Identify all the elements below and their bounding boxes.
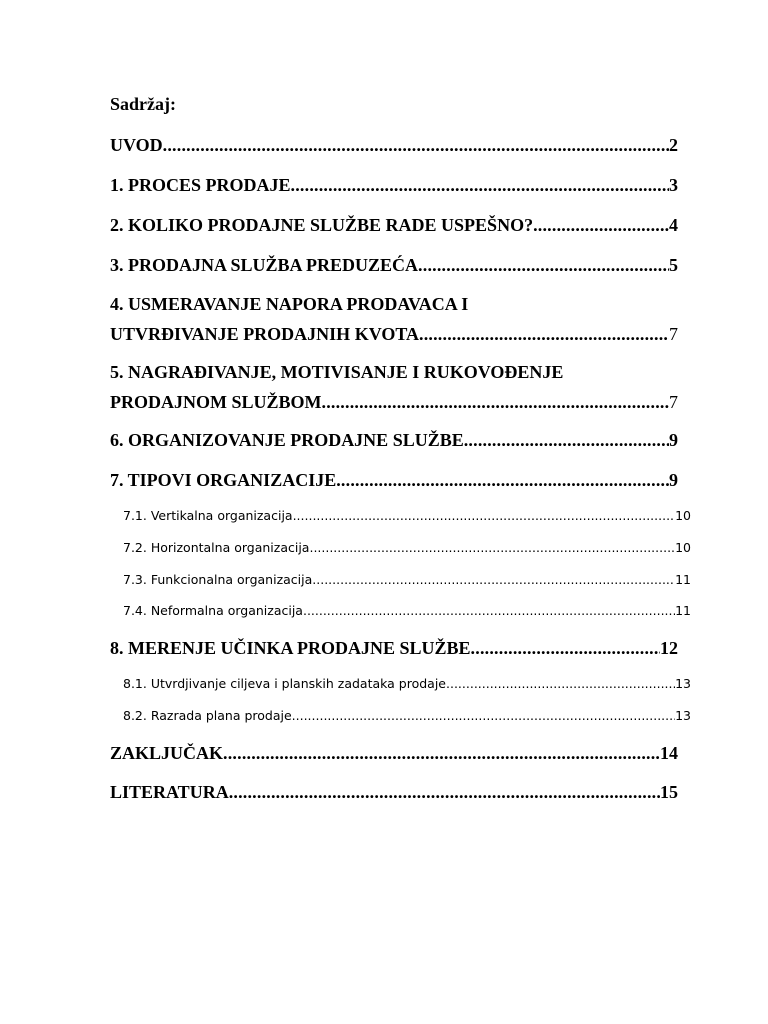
toc-entry-page: 13 <box>675 708 691 723</box>
toc-entry-title: ZAKLJUČAK <box>110 743 224 763</box>
toc-entry-page: 12 <box>660 638 678 658</box>
toc-entry-1[interactable] <box>110 174 678 196</box>
toc-entry-title-line1: 5. NAGRAĐIVANJE, MOTIVISANJE I RUKOVOĐENJE <box>110 362 564 382</box>
toc-entry-page: 9 <box>669 470 678 490</box>
dot-leader <box>446 676 675 692</box>
dot-leader <box>309 540 675 556</box>
toc-entry-title: 1. PROCES PRODAJE <box>110 175 291 195</box>
toc-entry-title: 2. KOLIKO PRODAJNE SLUŽBE RADE USPEŠNO? <box>110 215 534 235</box>
toc-entry-2[interactable] <box>110 214 678 236</box>
toc-entry-6[interactable] <box>110 429 678 451</box>
toc-entry-5[interactable] <box>110 361 678 413</box>
toc-entry-7[interactable] <box>110 469 678 491</box>
dot-leader <box>229 781 660 803</box>
toc-entry-page: 10 <box>675 508 691 523</box>
toc-entry-title: 8. MERENJE UČINKA PRODAJNE SLUŽBE <box>110 638 471 658</box>
toc-entry-page: 2 <box>669 135 678 155</box>
toc-entry-7-1[interactable] <box>110 508 691 524</box>
toc-entry-title: 7.2. Horizontalna organizacija <box>123 540 310 555</box>
toc-entry-title-line2: UTVRĐIVANJE PRODAJNIH KVOTA <box>110 324 419 344</box>
dot-leader <box>303 603 675 619</box>
toc-entry-title: 7.1. Vertikalna organizacija <box>123 508 293 523</box>
toc-entry-7-3[interactable] <box>110 572 691 588</box>
toc-entry-8[interactable] <box>110 637 678 659</box>
toc-entry-title-line1: 4. USMERAVANJE NAPORA PRODAVACA I <box>110 294 469 314</box>
dot-leader <box>312 572 675 588</box>
toc-entry-title-line2: PRODAJNOM SLUŽBOM <box>110 392 322 412</box>
dot-leader <box>163 134 669 156</box>
toc-entry-title: 6. ORGANIZOVANJE PRODAJNE SLUŽBE <box>110 430 464 450</box>
dot-leader <box>418 254 669 276</box>
toc-entry-title: 8.1. Utvrdjivanje ciljeva i planskih zadataka prodaje <box>123 676 446 691</box>
dot-leader <box>291 174 669 196</box>
toc-entry-page: 13 <box>675 676 691 691</box>
toc-entry-page: 5 <box>669 255 678 275</box>
dot-leader <box>533 214 669 236</box>
toc-entry-4[interactable] <box>110 293 678 345</box>
toc-entry-zakljucak[interactable] <box>110 742 678 764</box>
toc-entry-literatura[interactable] <box>110 781 678 803</box>
toc-entry-page: 14 <box>660 743 678 763</box>
dot-leader <box>336 469 669 491</box>
dot-leader <box>223 742 660 764</box>
dot-leader <box>471 637 660 659</box>
dot-leader <box>293 508 676 524</box>
toc-entry-page: 15 <box>660 782 678 802</box>
toc-heading: Sadržaj: <box>110 94 176 114</box>
toc-entry-page: 7 <box>669 392 678 412</box>
toc-entry-7-4[interactable] <box>110 603 691 619</box>
dot-leader <box>419 323 669 345</box>
toc-entry-page: 11 <box>675 603 691 618</box>
toc-entry-page: 7 <box>669 324 678 344</box>
toc-entry-8-1[interactable] <box>110 676 691 692</box>
toc-entry-title: 7.3. Funkcionalna organizacija <box>123 572 313 587</box>
toc-entry-page: 4 <box>669 215 678 235</box>
toc-entry-title: 7.4. Neformalna organizacija <box>123 603 303 618</box>
toc-entry-page: 11 <box>675 572 691 587</box>
toc-entry-title: 7. TIPOVI ORGANIZACIJE <box>110 470 337 490</box>
toc-entry-title: UVOD <box>110 135 163 155</box>
toc-entry-7-2[interactable] <box>110 540 691 556</box>
toc-entry-title: 3. PRODAJNA SLUŽBA PREDUZEĆA <box>110 255 419 275</box>
toc-entry-8-2[interactable] <box>110 708 691 724</box>
toc-entry-page: 10 <box>675 540 691 555</box>
dot-leader <box>292 708 675 724</box>
toc-entry-page: 3 <box>669 175 678 195</box>
toc-entry-3[interactable] <box>110 254 678 276</box>
toc-entry-uvod[interactable] <box>110 134 678 156</box>
toc-entry-title: LITERATURA <box>110 782 229 802</box>
toc-entry-page: 9 <box>669 430 678 450</box>
dot-leader <box>464 429 669 451</box>
dot-leader <box>322 391 670 413</box>
toc-entry-title: 8.2. Razrada plana prodaje <box>123 708 292 723</box>
